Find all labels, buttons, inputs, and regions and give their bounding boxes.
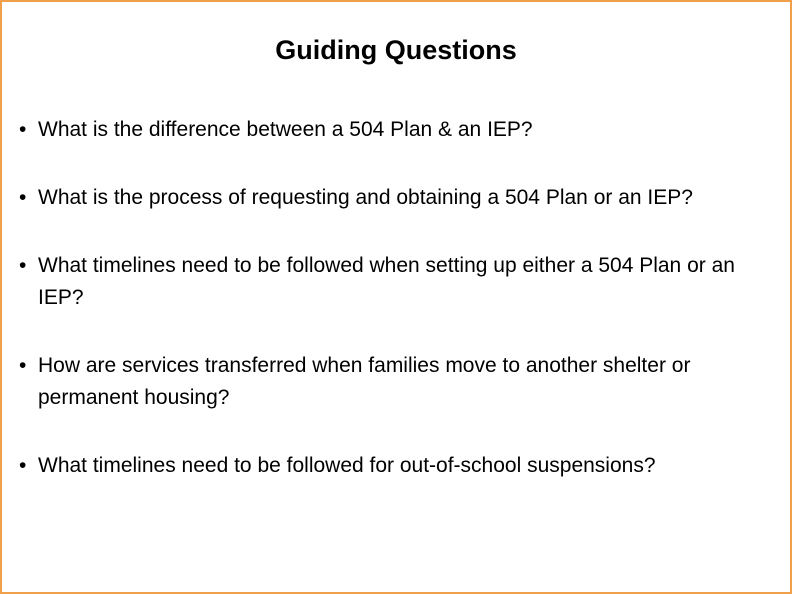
list-item bbox=[16, 114, 776, 146]
bullet-icon: • bbox=[19, 254, 27, 277]
question-text: What is the difference between a 504 Plan & an IEP? bbox=[38, 118, 533, 141]
question-text: How are services transferred when families move to another shelter or permanent housing? bbox=[38, 354, 691, 409]
list-item bbox=[16, 350, 776, 414]
bullet-icon: • bbox=[19, 186, 27, 209]
bullet-icon: • bbox=[19, 354, 27, 377]
question-text: What timelines need to be followed when setting up either a 504 Plan or an IEP? bbox=[38, 254, 735, 309]
question-text: What is the process of requesting and obtaining a 504 Plan or an IEP? bbox=[38, 186, 693, 209]
list-item bbox=[16, 250, 776, 314]
question-text: What timelines need to be followed for out-of-school suspensions? bbox=[38, 454, 656, 477]
guiding-questions-list bbox=[16, 114, 776, 518]
bullet-icon: • bbox=[19, 118, 27, 141]
slide-title: Guiding Questions bbox=[275, 35, 517, 65]
bullet-icon: • bbox=[19, 454, 27, 477]
list-item bbox=[16, 182, 776, 214]
list-item bbox=[16, 450, 776, 482]
